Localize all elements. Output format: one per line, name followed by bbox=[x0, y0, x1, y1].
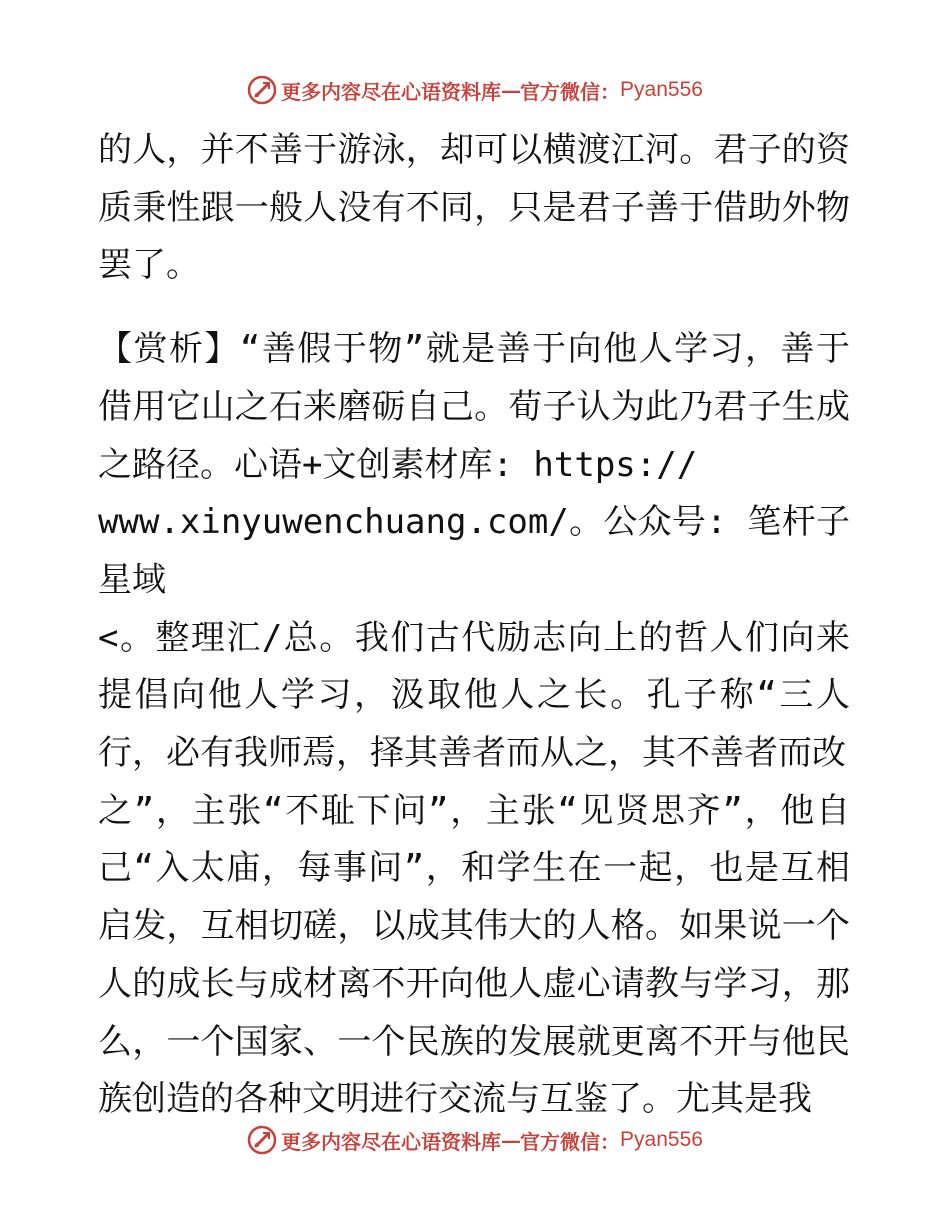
analysis-continued: <。整理汇/总。我们古代励志向上的哲人们向来提倡向他人学习，汲取他人之长。孔子称“三人行，必有我师焉，择其善者而从之，其不善者而改 bbox=[98, 617, 850, 774]
footer-separator: — bbox=[501, 1128, 521, 1152]
footer-wechat-label: 官方微信： bbox=[520, 1129, 621, 1154]
footer-wechat-id: Pyan556 bbox=[620, 1128, 703, 1151]
footer-promo-text: 更多内容尽在心语资料库 bbox=[281, 1129, 502, 1154]
analysis-url-line: www.xinyuwenchuang.com/。公众号: 笔杆子星域 bbox=[98, 502, 850, 600]
header-promo-text: 更多内容尽在心语资料库 bbox=[281, 79, 502, 104]
brand-logo-icon bbox=[247, 1125, 277, 1155]
page-header bbox=[0, 72, 950, 108]
header-separator: — bbox=[501, 78, 521, 102]
paragraph-translation: 的人，并不善于游泳，却可以横渡江河。君子的资质秉性跟一般人没有不同，只是君子善于借助外物罢了。 bbox=[98, 130, 850, 286]
analysis-line-1: 【赏析】“善假于物”就是善于向他人学习，善 bbox=[98, 329, 816, 370]
header-wechat-id: Pyan556 bbox=[620, 78, 703, 101]
brand-logo-icon bbox=[247, 75, 277, 105]
header-wechat-label: 官方微信： bbox=[520, 79, 621, 104]
analysis-ending: 之”，主张“不耻下问”，主张“见贤思齐”，他自己“入太庙，每事问”，和学生在一起，也是互相启发，互相切磋，以成其伟大的人格。如果说一个人的成长与成材离不开向他人虚心请教与学习，那么，一个国家、一个民族的发展就更离不开与他民族创造的各种文明进行交流与互鉴了。尤其是我 bbox=[98, 790, 850, 1120]
page-footer bbox=[0, 1122, 950, 1158]
analysis-text: 于借用它山之石来磨砺自己。荀子认为此乃君子生成之路径。心语+文创素材库: https:// bbox=[98, 329, 850, 485]
paragraph-analysis bbox=[98, 321, 850, 1129]
document-body bbox=[98, 122, 850, 1129]
